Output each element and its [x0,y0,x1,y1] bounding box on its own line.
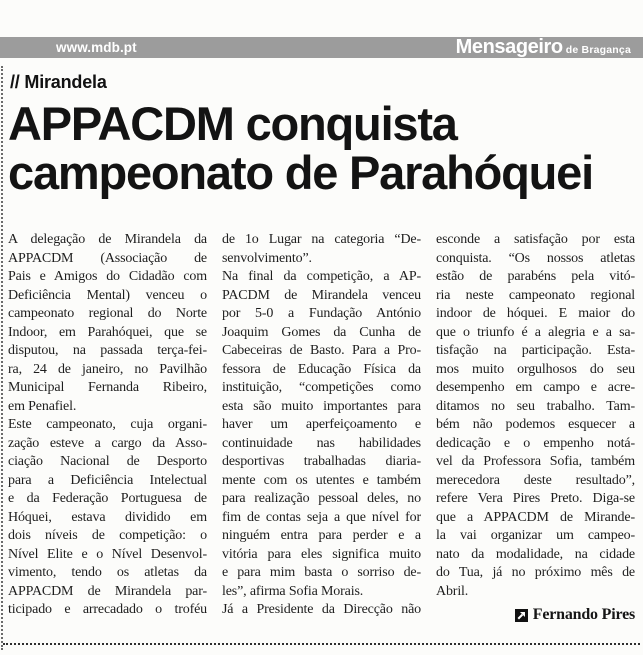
text-line: vimento, tendo os atletas da [8,565,207,580]
arrow-ne-icon [515,609,528,622]
text-line: indoor de hóquei. E maior do [436,306,635,321]
text-line: Já a Presidente da Direcção não [222,602,421,617]
text-line: e da Federação Portuguesa de [8,491,207,506]
text-line: bém não podemos esquecer a [436,417,635,432]
text-line: fim de contas seja a que nível for [222,509,421,525]
text-line: A delegação de Mirandela da [8,232,207,247]
text-line: Pais e Amigos do Cidadão com [8,269,207,284]
text-line: la vai organizar um campeo- [436,528,635,543]
text-line: continuidade nas habilidades [222,435,421,451]
text-line: dois níveis de competição: o [8,528,207,543]
text-line: les”, afirma Sofia Morais. [222,583,364,599]
text-line: e para mim basta o sorriso de- [222,565,421,580]
bottom-dotted-rule [3,643,640,645]
text-line: Joaquim Gomes da Cunha de [222,324,421,340]
text-line: conquista. “Os nossos atletas [436,250,635,266]
text-line: ticipado e arrecadado o troféu [8,602,207,617]
text-line: Hóquei, estava dividido em [8,509,207,525]
article-column-1 [8,231,207,624]
byline-row [436,606,635,624]
text-line: vel da Professora Sofia, também [436,454,635,469]
article-column-3 [436,231,635,624]
text-line: mente com os utentes e também [222,472,421,488]
text-line: por 5-0 a Fundação António [222,306,421,321]
text-line: desportivas trabalhadas diaria- [222,454,421,469]
masthead-bar [0,37,643,58]
text-line: nato da modalidade, na cidade [436,546,635,562]
text-line: desempenho em campo e acre- [436,380,635,395]
text-line: APPACDM de Mirandela par- [8,583,207,599]
text-line: ditamos no seu trabalho. Tam- [436,398,635,414]
article-columns [8,231,635,624]
text-line: refere Vera Pires Preto. Diga-se [436,491,635,506]
website-url: www.mdb.pt [56,40,137,55]
text-line: do Tua, já no próximo mês de [436,565,635,580]
text-line: Deficiência Mental) venceu o [8,287,207,303]
text-line: ra, 24 de janeiro, no Pavilhão [8,361,207,377]
author-name: Fernando Pires [532,606,635,623]
text-line: que a APPACDM de Mirande- [436,509,635,525]
text-line: esta são muito importantes para [222,398,421,414]
text-line: ninguém entra para perder e a [222,528,421,543]
logo-text: Mensageiro [455,36,563,58]
text-line: zação esteve a cargo da Asso- [8,435,207,451]
headline-line-2: campeonato de Parahóquei [8,146,593,199]
text-line: merecedora deste resultado”, [436,472,635,488]
text-line: APPACDM (Associação de [8,250,207,266]
text-line: Nível Elite e o Nível Desenvol- [8,546,207,562]
text-line: que o triunfo é a alegria e a sa- [436,324,635,340]
text-line: haver um aperfeiçoamento e [222,417,421,432]
text-line: Abril. [436,583,469,599]
text-line: para realização pessoal deles, no [222,491,421,506]
text-line: Indoor, em Parahóquei, que se [8,324,207,340]
logo-subtext: de Bragança [565,44,631,56]
text-line: senvolvimento”. [222,250,312,266]
headline-line-1: APPACDM conquista [8,97,457,150]
text-line: Na final da competição, a AP- [222,269,421,284]
text-line: Municipal Fernanda Ribeiro, [8,380,207,395]
text-line: vitória para eles significa muito [222,546,421,562]
text-line: instituição, “competições como [222,380,421,395]
article-column-2 [222,231,421,624]
newspaper-logo [456,36,631,59]
text-line: em Penafiel. [8,398,77,414]
text-line: esconde a satisfação por esta [436,232,635,247]
text-line: ria neste campeonato regional [436,287,635,303]
text-line: disputou, na passada terça-fei- [8,343,207,358]
text-line: Este campeonato, cuja organi- [8,417,207,432]
text-line: Cabeceiras de Basto. Para a Pro- [222,343,421,358]
text-line: fessora de Educação Física da [222,361,421,377]
text-line: PACDM de Mirandela venceu [222,287,421,303]
section-kicker: // Mirandela [10,72,107,92]
text-line: campeonato regional do Norte [8,306,207,321]
text-line: estão de parabéns pela vitó- [436,269,635,284]
text-line: tisfação na participação. Esta- [436,343,635,358]
article-headline [8,99,593,197]
text-line: mos muito orgulhosos do seu [436,361,635,377]
text-line: de 1o Lugar na categoria “De- [222,232,421,247]
text-line: para a Deficiência Intelectual [8,472,207,488]
text-line: ciação Nacional de Desporto [8,454,207,469]
left-dotted-rule [1,66,3,650]
text-line: dedicação e o empenho notá- [436,435,635,451]
